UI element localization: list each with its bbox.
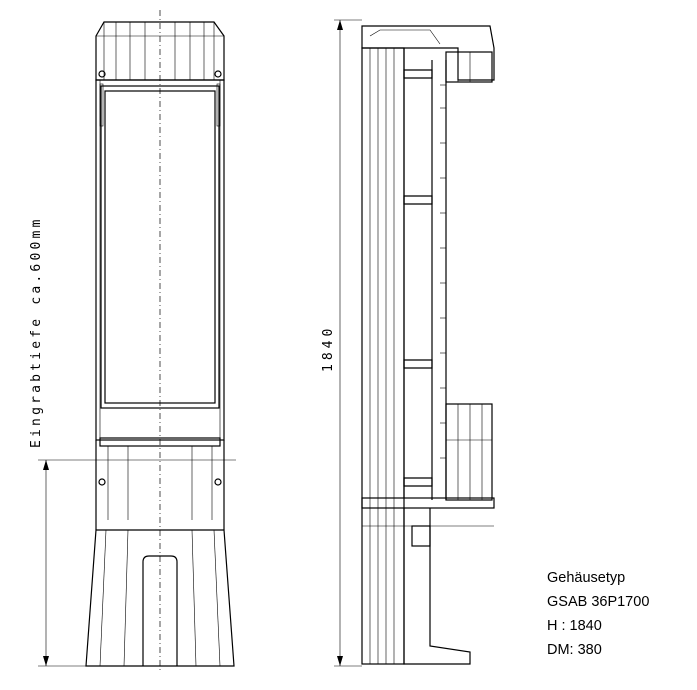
- spec-type: GSAB 36P1700: [547, 594, 650, 610]
- burial-depth-label: Eingrabtiefe ca.600mm: [29, 216, 44, 448]
- spec-heading: Gehäusetyp: [547, 570, 626, 586]
- front-view: [86, 10, 234, 672]
- height-dimension-label: 1840: [321, 324, 336, 372]
- housing-spec: [547, 566, 649, 662]
- height-dimension: [334, 20, 362, 666]
- spec-diameter: DM: 380: [547, 642, 602, 658]
- depth-dimension: [38, 460, 236, 666]
- spec-height: H : 1840: [547, 618, 602, 634]
- side-view: [362, 26, 494, 664]
